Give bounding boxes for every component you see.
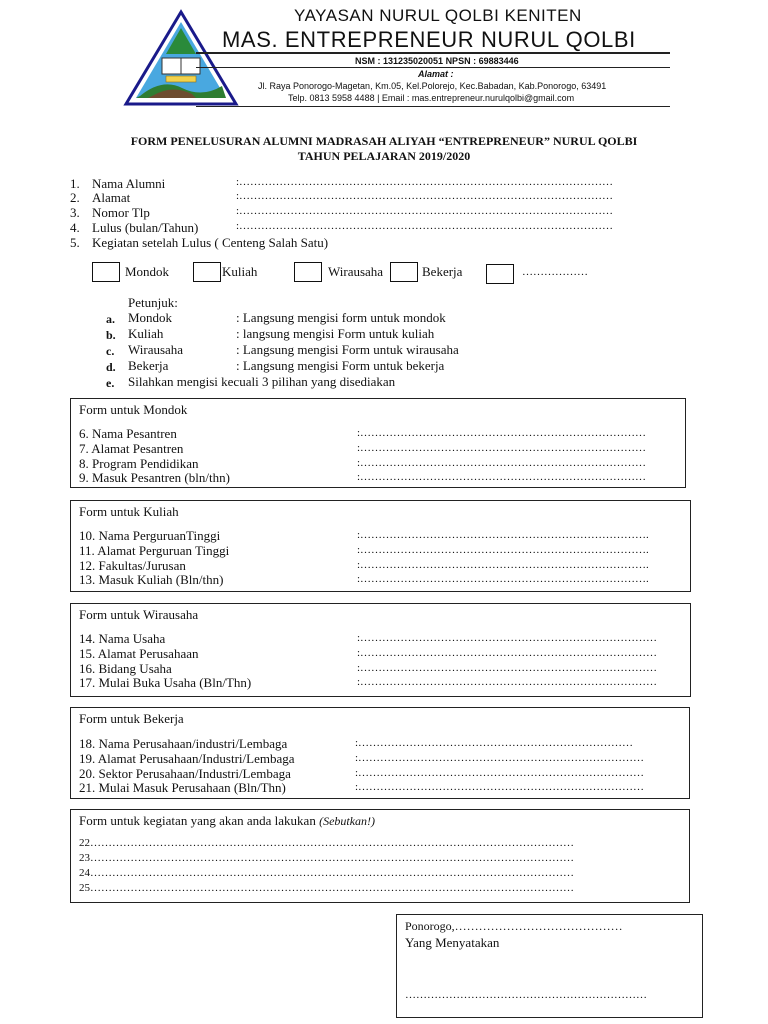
field-num: 5. [70, 235, 80, 250]
field-input-line[interactable]: :………………………………………………………………………………………… [236, 190, 614, 202]
section-row-label: 16. Bidang Usaha [79, 661, 172, 676]
choice-label-mondok: Mondok [125, 264, 170, 279]
school-contact: Telp. 0813 5958 4488 | Email : mas.entrepreneur.nurulqolbi@gmail.com [288, 93, 575, 103]
instruction-letter: d. [106, 360, 116, 374]
signature-box [396, 914, 703, 1018]
section-title: Form untuk Bekerja [79, 711, 184, 726]
checkbox-wirausaha[interactable] [294, 262, 322, 282]
school-name: MAS. ENTREPRENEUR NURUL QOLBI [222, 27, 636, 52]
school-address: Jl. Raya Ponorogo-Magetan, Km.05, Kel.Polorejo, Kec.Babadan, Kab.Ponorogo, 63491 [258, 81, 607, 91]
field-label: Alamat [92, 190, 131, 205]
instruction-label: Wirausaha [128, 342, 184, 357]
section-row-label: 13. Masuk Kuliah (Bln/thn) [79, 572, 224, 587]
instruction-label: Kuliah [128, 326, 164, 341]
instruction-letter: c. [106, 344, 115, 358]
section-row-label: 14. Nama Usaha [79, 631, 166, 646]
field-num: 4. [70, 220, 80, 235]
section-row-label: 9. Masuk Pesantren (bln/thn) [79, 470, 230, 485]
section-title: Form untuk Kuliah [79, 504, 179, 519]
field-input-line[interactable]: :………………………………………………………………………………………… [236, 176, 614, 188]
choice-label-kuliah: Kuliah [222, 264, 258, 279]
section-row-input[interactable]: :……………………………………………………………………. [357, 544, 649, 556]
section-free-line[interactable]: 24…………………………………………………………………………………………………………………… [79, 867, 574, 879]
section-free-line[interactable]: 23…………………………………………………………………………………………………………………… [79, 852, 574, 864]
form-title: FORM PENELUSURAN ALUMNI MADRASAH ALIYAH “ENTREPRENEUR” NURUL QOLBI [130, 134, 638, 148]
section-title-note: (Sebutkan!) [319, 814, 376, 828]
section-mondok [70, 398, 686, 488]
header-divider [196, 52, 670, 54]
instruction-desc: : Langsung mengisi Form untuk bekerja [236, 358, 445, 373]
signature-line[interactable]: ………………………………………………………… [405, 989, 647, 1001]
instruction-label: Mondok [128, 310, 173, 325]
form-year: TAHUN PELAJARAN 2019/2020 [297, 149, 471, 163]
instructions-title: Petunjuk: [128, 295, 178, 310]
field-num: 2. [70, 190, 80, 205]
section-row-input[interactable]: :…………………………………………………………………… [355, 767, 645, 779]
section-row-label: 11. Alamat Perguruan Tinggi [79, 543, 230, 558]
field-num: 1. [70, 176, 80, 191]
field-label: Nama Alumni [92, 176, 166, 191]
section-row-label: 10. Nama PerguruanTinggi [79, 528, 221, 543]
instruction-desc: : Langsung mengisi form untuk mondok [236, 310, 446, 325]
checkbox-kuliah[interactable] [193, 262, 221, 282]
section-row-input[interactable]: :……………………………………………………………………… [357, 662, 658, 674]
section-row-input[interactable]: :…………………………………………………………………… [357, 442, 647, 454]
section-title: Form untuk Wirausaha [79, 607, 199, 622]
section-title [79, 813, 375, 829]
field-label: Kegiatan setelah Lulus ( Centeng Salah Satu) [92, 235, 329, 250]
section-row-input[interactable]: :…………………………………………………………………… [357, 457, 647, 469]
checkbox-other[interactable] [486, 264, 514, 284]
field-label: Lulus (bulan/Tahun) [92, 220, 199, 235]
field-input-line[interactable]: :………………………………………………………………………………………… [236, 220, 614, 232]
address-label: Alamat : [418, 69, 454, 79]
field-num: 3. [70, 205, 80, 220]
section-row-input[interactable]: :…………………………………………………………………… [355, 781, 645, 793]
section-bekerja [70, 707, 690, 799]
instruction-letter: a. [106, 312, 115, 326]
signature-place-date[interactable]: Ponorogo,…………………………………… [405, 919, 623, 933]
section-row-input[interactable]: :…………………………………………………………………… [355, 752, 645, 764]
nsm-npsn: NSM : 131235020051 NPSN : 69883446 [355, 56, 519, 66]
choice-other-line[interactable]: ……………… [522, 266, 588, 278]
instruction-letter: b. [106, 328, 116, 342]
section-row-input[interactable]: :……………………………………………………………………. [357, 529, 649, 541]
section-row-label: 17. Mulai Buka Usaha (Bln/Thn) [79, 675, 252, 690]
section-row-label: 19. Alamat Perusahaan/Industri/Lembaga [79, 751, 295, 766]
field-input-line[interactable]: :………………………………………………………………………………………… [236, 205, 614, 217]
section-row-label: 8. Program Pendidikan [79, 456, 199, 471]
field-label: Nomor Tlp [92, 205, 150, 220]
section-row-label: 18. Nama Perusahaan/industri/Lembaga [79, 736, 288, 751]
instruction-label: Bekerja [128, 358, 169, 373]
checkbox-bekerja[interactable] [390, 262, 418, 282]
signature-statement: Yang Menyatakan [405, 935, 500, 950]
checkbox-mondok[interactable] [92, 262, 120, 282]
instruction-desc: : Langsung mengisi Form untuk wirausaha [236, 342, 459, 357]
section-row-input[interactable]: :…………………………………………………………………… [357, 427, 647, 439]
section-row-input[interactable]: :……………………………………………………………………. [357, 573, 649, 585]
section-row-input[interactable]: :……………………………………………………………………. [357, 559, 649, 571]
section-wirausaha [70, 603, 691, 697]
section-other [70, 809, 690, 903]
section-kuliah [70, 500, 691, 592]
section-row-label: 21. Mulai Masuk Perusahaan (Bln/Thn) [79, 780, 286, 795]
section-row-input[interactable]: :………………………………………………………………… [355, 737, 634, 749]
choice-label-wirausaha: Wirausaha [328, 264, 384, 279]
section-row-label: 20. Sektor Perusahaan/Industri/Lembaga [79, 766, 291, 781]
section-row-input[interactable]: :……………………………………………………………………… [357, 632, 658, 644]
instruction-letter: e. [106, 376, 115, 390]
header-divider-3 [196, 106, 670, 107]
section-row-label: 7. Alamat Pesantren [79, 441, 184, 456]
instruction-desc: : langsung mengisi Form untuk kuliah [236, 326, 435, 341]
section-free-line[interactable]: 22…………………………………………………………………………………………………………………… [79, 837, 574, 849]
school-logo [122, 8, 240, 108]
section-row-input[interactable]: :……………………………………………………………………… [357, 647, 658, 659]
section-row-label: 12. Fakultas/Jurusan [79, 558, 186, 573]
section-title-text: Form untuk kegiatan yang akan anda lakukan [79, 813, 316, 828]
section-free-line[interactable]: 25…………………………………………………………………………………………………………………… [79, 882, 574, 894]
section-row-input[interactable]: :……………………………………………………………………… [357, 676, 658, 688]
instruction-label: Silahkan mengisi kecuali 3 pilihan yang disediakan [128, 374, 396, 389]
section-row-label: 15. Alamat Perusahaan [79, 646, 199, 661]
section-title: Form untuk Mondok [79, 402, 188, 417]
choice-label-bekerja: Bekerja [422, 264, 463, 279]
section-row-input[interactable]: :…………………………………………………………………… [357, 471, 647, 483]
section-row-label: 6. Nama Pesantren [79, 426, 177, 441]
header-divider-2 [196, 67, 670, 68]
foundation-name: YAYASAN NURUL QOLBI KENITEN [294, 6, 582, 25]
